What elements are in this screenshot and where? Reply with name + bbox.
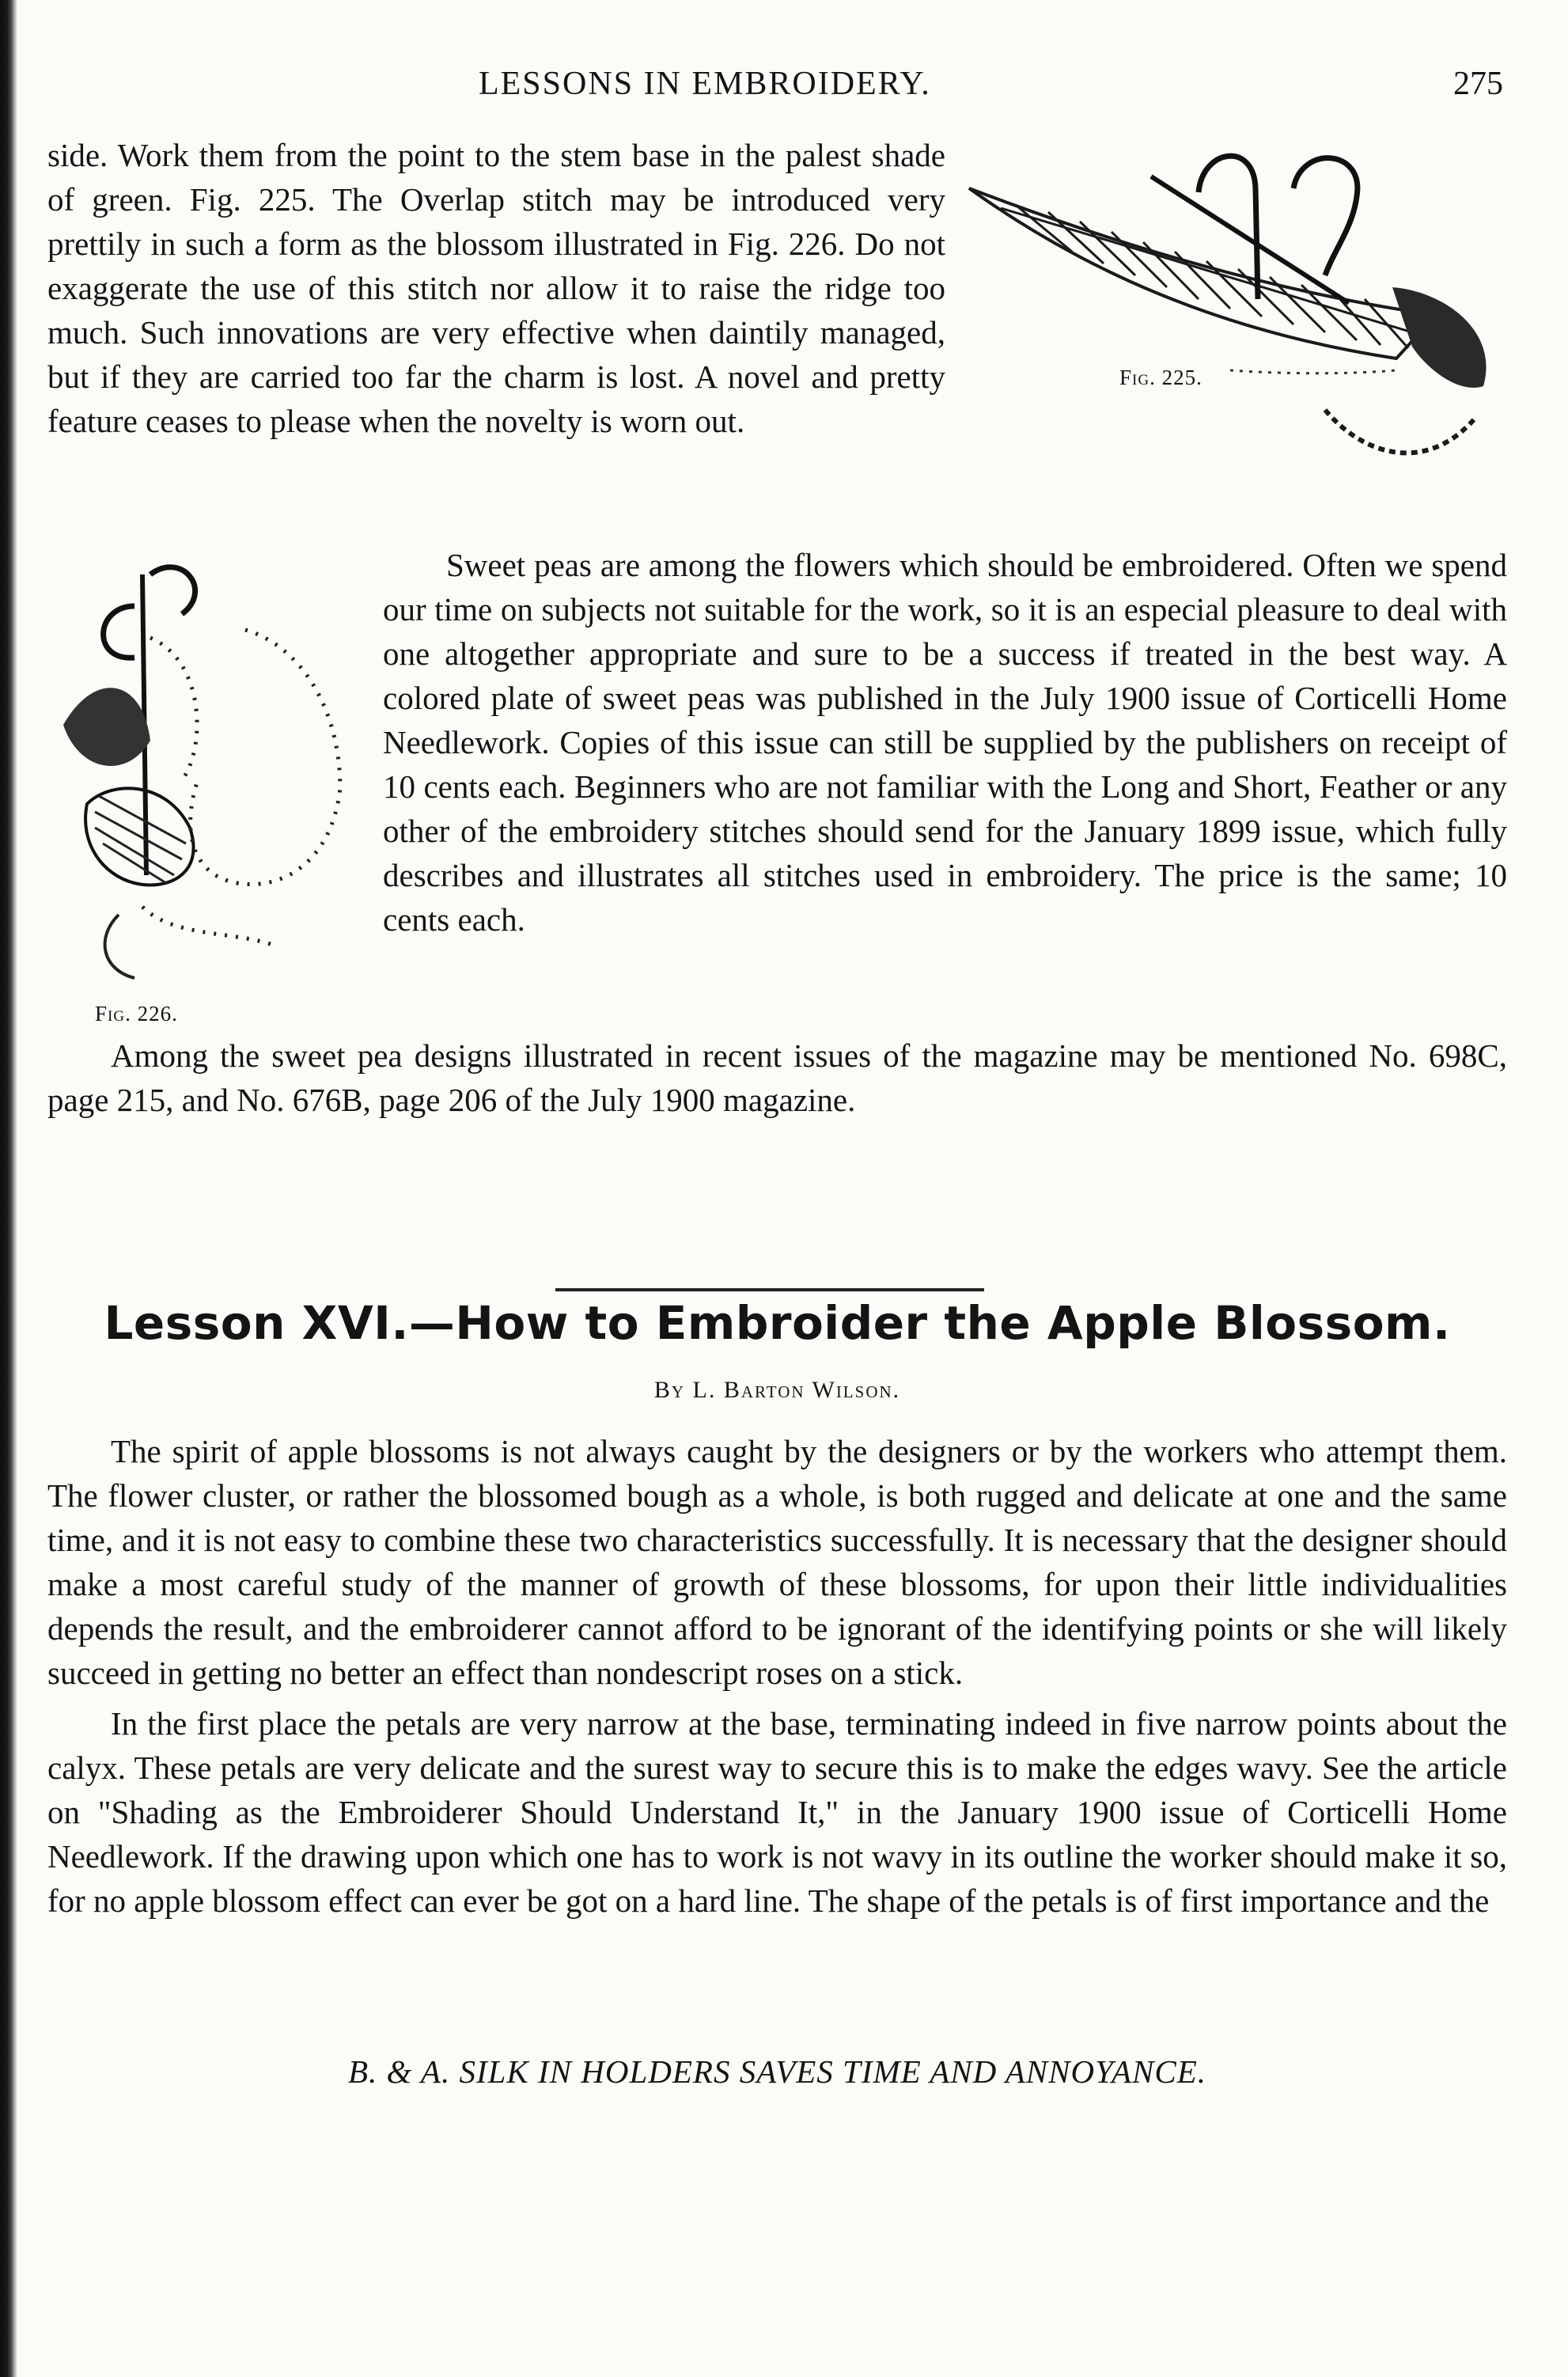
paragraph-sweet-peas: Sweet peas are among the flowers which should be embroidered. Often we spend our time on subjects not suitable for the work, so it is an especial pleasure to deal with one altogether appropriate and sure to be a success if treated in the best way. A colored plate of sweet peas was published in the July 1900 issue of Corticelli Home Needlework. Copies of this issue can still be supplied by the publishers on receipt of 10 cents each. Beginners who are not familiar with the Long and Short, Feather or any other of the embroidery stitches should send for the January 1899 issue, which fully describes and illustrates all stitches used in embroidery. The price is the same; 10 cents each. (383, 547, 1507, 938)
lesson-paragraph-1: The spirit of apple blossoms is not always caught by the designers or by the workers who attempt them. The flower cluster, or rather the blossomed bough as a whole, is both rugged and delicate at one and the same time, and it is not easy to combine these two characteristics successfully. It is necessary that the designer should make a most careful study of the manner of growth of these blossoms, for upon their little individualities depends the result, and the embroiderer cannot afford to be ignorant of the identifying points or she will likely succeed in getting no better an effect than nondescript roses on a stick. (47, 1433, 1507, 1691)
binding-edge (0, 0, 17, 2377)
lesson-paragraph-2: In the first place the petals are very narrow at the base, terminating indeed in five narrow points about the calyx. These petals are very delicate and the surest way to secure this is to make the edges wavy. See the article on "Shading as the Embroiderer Should Understand It," in the January 1900 issue of Corticelli Home Needlework. If the drawing upon which one has to work is not wavy in its outline the worker should make it so, for no apple blossom effect can ever be got on a hard line. The shape of the petals is of first importance and the (47, 1705, 1507, 1919)
text-block-top (47, 133, 1507, 505)
text-block-sweet-peas (47, 543, 1507, 1122)
footer-advert-slogan: B. & A. SILK IN HOLDERS SAVES TIME AND ANNOYANCE. (347, 2053, 1207, 2090)
figure-226-caption: Fig. 226. (95, 1002, 178, 1025)
figure-225-caption: Fig. 225. (1119, 366, 1203, 389)
overlap-stitch-blossom-illustration (47, 543, 364, 1002)
figure-225 (953, 133, 1507, 505)
paragraph-sweet-pea-designs: Among the sweet pea designs illustrated in recent issues of the magazine may be mentioned No. 698C, page 215, and No. 676B, page 206 of the July 1900 magazine. (47, 1037, 1507, 1118)
section-divider (555, 1288, 984, 1291)
running-head (47, 65, 1519, 112)
book-page (47, 0, 1519, 2377)
page-number: 275 (1453, 66, 1503, 102)
lesson-byline: By L. Barton Wilson. (653, 1377, 901, 1403)
figure-226 (47, 543, 364, 1033)
lesson-title: Lesson XVI.—How to Embroider the Apple Blossom. (104, 1296, 1451, 1350)
feather-stitch-leaf-illustration (953, 133, 1507, 481)
paragraph-stitch-notes: side. Work them from the point to the stem base in the palest shade of green. Fig. 225. The Overlap stitch may be introduced very prettily in such a form as the blossom illustrated in Fig. 226. Do not exaggerate the use of this stitch nor allow it to raise the ridge too much. Such innovations are very effective when daintily managed, but if they are carried too far the charm is lost. A novel and pretty feature ceases to please when the novelty is worn out. (47, 137, 945, 439)
lesson-body (47, 1429, 1507, 1929)
running-title: LESSONS IN EMBROIDERY. (479, 66, 931, 102)
